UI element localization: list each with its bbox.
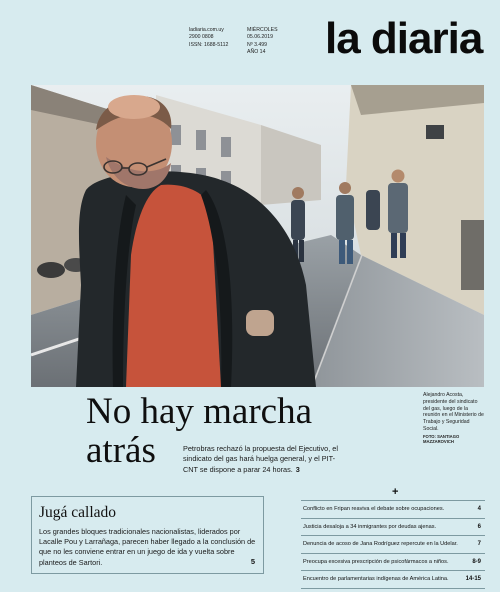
caption-text: Alejandro Acosta, presidente del sindicato del gas, luego de la reunión en el Ministerio de Trabajo y Seguridad Social. [423, 392, 484, 432]
index-item-title: Encuentro de parlamentarias indígenas de América Latina. [303, 576, 449, 582]
issue-number: Nº 3.499 [247, 41, 268, 48]
headline-line-2: atrás [86, 430, 156, 471]
masthead-date [247, 27, 278, 57]
story-index [301, 500, 485, 589]
phone-number: 2900 0808 [189, 34, 214, 41]
headline-deck [183, 444, 343, 475]
weekday: MIÉRCOLES [247, 27, 278, 33]
secondary-text: Los grandes bloques tradicionales nacionalistas, liderados por Lacalle Pou y Larrañaga, parecen haber llegado a la conclusión de que no les conviene entrar en un juego de ida y vuelta sobre planteos de Sartori. [39, 527, 256, 567]
index-item[interactable] [301, 501, 485, 519]
secondary-title: Jugá callado [39, 504, 117, 521]
deck-text: Petrobras rechazó la propuesta del Ejecutivo, el sindicato del gas hará huelga general, y el PIT-CNT se dispone a parar 24 horas. [183, 444, 338, 474]
date: 05.06.2019 [247, 34, 273, 41]
deck-page-number[interactable]: 3 [295, 464, 300, 474]
index-item-page: 4 [477, 506, 481, 512]
secondary-story-box[interactable] [31, 496, 264, 574]
index-item[interactable] [301, 519, 485, 537]
brand-logo[interactable]: la diaria [325, 14, 483, 63]
masthead-contact [189, 27, 228, 49]
year: AÑO 14 [247, 49, 266, 56]
issn: ISSN: 1688-5112 [189, 41, 229, 48]
index-item-title: Justicia desaloja a 34 inmigrantes por deudas ajenas. [303, 523, 437, 530]
headline-line-1: No hay marcha [86, 391, 313, 432]
index-item[interactable] [301, 554, 485, 572]
photo-caption [423, 392, 485, 445]
index-item-page: 6 [477, 523, 481, 530]
index-item-page: 14-15 [465, 576, 481, 582]
index-item-title: Conflicto en Fripan reaviva el debate sobre ocupaciones. [303, 506, 445, 512]
photo-illustration [31, 85, 484, 387]
index-item-title: Preocupa excesiva prescripción de psicofármacos a niños. [303, 558, 449, 565]
site-url[interactable]: ladiaria.com.uy [189, 27, 224, 33]
secondary-page-number: 5 [250, 557, 255, 566]
plus-icon: + [392, 486, 399, 498]
index-item-page: 8-9 [472, 558, 481, 565]
index-item-page: 7 [477, 541, 481, 547]
index-item-title: Denuncia de acoso de Jana Rodríguez repercute en la Udelar. [303, 541, 458, 547]
index-item[interactable] [301, 536, 485, 554]
index-item[interactable] [301, 571, 485, 589]
photo-credit: FOTO: SANTIAGO MAZZAROVICH [423, 433, 460, 445]
lead-photo[interactable] [31, 85, 484, 387]
